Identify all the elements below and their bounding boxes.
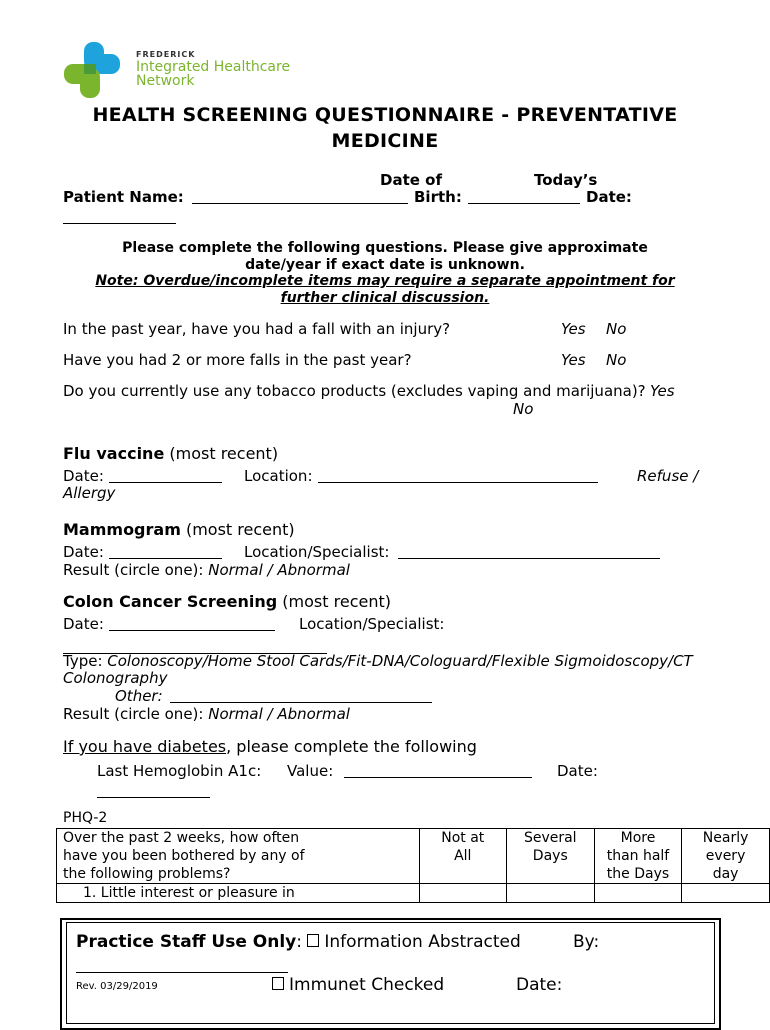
a1c-value-label: Value: bbox=[287, 762, 334, 780]
question-falls-injury: In the past year, have you had a fall with an injury? bbox=[63, 320, 451, 338]
multiple-falls-no[interactable]: No bbox=[606, 351, 627, 369]
mammogram-date-field[interactable] bbox=[109, 546, 222, 559]
phq-col-text: Several bbox=[523, 830, 577, 846]
phq-col-text: every bbox=[705, 848, 746, 864]
phq-col-text: day bbox=[712, 866, 739, 882]
flu-date-field[interactable] bbox=[109, 470, 222, 483]
tobacco-no[interactable]: No bbox=[513, 400, 534, 418]
today-date-label: Date: bbox=[586, 188, 632, 206]
colon-heading-bold: Colon Cancer Screening bbox=[63, 592, 278, 611]
diabetes-heading-suffix: , please complete the following bbox=[226, 737, 477, 756]
phq-item-1 bbox=[57, 884, 420, 903]
flu-location-label: Location: bbox=[244, 467, 313, 485]
mammogram-heading-bold: Mammogram bbox=[63, 520, 181, 539]
staff-by-label: By: bbox=[573, 932, 600, 952]
phq-question-line: have you been bothered by any of bbox=[63, 848, 305, 864]
staff-title-colon: : bbox=[296, 932, 308, 952]
phq-col-text: than half bbox=[606, 848, 670, 864]
flu-date-label: Date: bbox=[63, 467, 104, 485]
diabetes-heading bbox=[63, 737, 477, 756]
a1c-date-label: Date: bbox=[557, 762, 598, 780]
colon-other-field[interactable] bbox=[170, 690, 432, 703]
colon-date-field[interactable] bbox=[109, 618, 275, 631]
dob-label-top: Date of bbox=[380, 171, 442, 189]
phq-col-text: Not at bbox=[441, 830, 485, 846]
immunet-label: Immunet Checked bbox=[289, 975, 445, 995]
phq-col-text: the Days bbox=[606, 866, 670, 882]
dob-field[interactable] bbox=[468, 191, 580, 204]
mammogram-heading bbox=[63, 520, 295, 539]
phq-col-nearly-every-day bbox=[682, 829, 770, 884]
colon-heading bbox=[63, 592, 391, 611]
phq-cell[interactable] bbox=[419, 884, 506, 903]
multiple-falls-yes[interactable]: Yes bbox=[561, 351, 586, 369]
instructions-line2: date/year if exact date is unknown. bbox=[245, 257, 525, 273]
phq-cell[interactable] bbox=[594, 884, 681, 903]
phq-table bbox=[56, 828, 770, 903]
flu-heading bbox=[63, 444, 278, 463]
phq-col-several-days bbox=[506, 829, 594, 884]
phq-question-line: the following problems? bbox=[63, 866, 231, 882]
a1c-value-field[interactable] bbox=[344, 765, 532, 778]
flu-heading-suffix: (most recent) bbox=[164, 444, 279, 463]
phq-cell[interactable] bbox=[506, 884, 594, 903]
falls-injury-yes[interactable]: Yes bbox=[561, 320, 586, 338]
flu-allergy[interactable]: Allergy bbox=[63, 484, 116, 502]
a1c-date-field[interactable] bbox=[97, 785, 210, 798]
mammogram-result-label: Result (circle one): bbox=[63, 561, 209, 579]
mammogram-date-label: Date: bbox=[63, 543, 104, 561]
mammogram-result bbox=[63, 561, 350, 579]
dob-label: Birth: bbox=[414, 188, 462, 206]
colon-result bbox=[63, 705, 350, 723]
today-label-top: Today’s bbox=[534, 171, 598, 189]
phq-question-line: Over the past 2 weeks, how often bbox=[63, 830, 300, 846]
mammogram-result-options[interactable]: Normal / Abnormal bbox=[208, 561, 350, 579]
phq-col-text: Nearly bbox=[702, 830, 749, 846]
question-multiple-falls: Have you had 2 or more falls in the past year? bbox=[63, 351, 412, 369]
phq-col-more-than-half bbox=[594, 829, 681, 884]
mammogram-heading-suffix: (most recent) bbox=[180, 520, 295, 539]
colon-type-options-cont[interactable]: Colonography bbox=[63, 669, 168, 687]
today-date-field[interactable] bbox=[63, 211, 176, 224]
colon-type-options[interactable]: Colonoscopy/Home Stool Cards/Fit-DNA/Cologuard/Flexible Sigmoidoscopy/CT bbox=[107, 652, 693, 670]
staff-date-label: Date: bbox=[516, 975, 563, 995]
page-title-line1: HEALTH SCREENING QUESTIONNAIRE - PREVENTATIVE bbox=[92, 104, 678, 126]
staff-by-field[interactable] bbox=[76, 960, 288, 973]
colon-type-label: Type: bbox=[63, 652, 108, 670]
patient-name-label: Patient Name: bbox=[63, 188, 184, 206]
phq-header-row bbox=[57, 829, 770, 884]
colon-date-label: Date: bbox=[63, 615, 104, 633]
note-line1: Note: Overdue/incomplete items may require a separate appointment for bbox=[95, 273, 675, 289]
logo-line1: Integrated Healthcare bbox=[136, 59, 291, 75]
logo bbox=[62, 40, 302, 102]
phq-item-1-text: 1. Little interest or pleasure in bbox=[83, 885, 295, 901]
immunet-row bbox=[272, 975, 444, 995]
flu-heading-bold: Flu vaccine bbox=[63, 444, 165, 463]
revision-date: Rev. 03/29/2019 bbox=[76, 981, 158, 992]
note-line2: further clinical discussion. bbox=[280, 290, 490, 306]
phq-row-1 bbox=[57, 884, 770, 903]
phq-col-text: All bbox=[454, 848, 472, 864]
question-tobacco: Do you currently use any tobacco products (excludes vaping and marijuana)? bbox=[63, 382, 646, 400]
colon-other-label: Other: bbox=[115, 687, 163, 705]
phq-col-not-at-all bbox=[419, 829, 506, 884]
colon-location-label: Location/Specialist: bbox=[299, 615, 445, 633]
patient-name-field[interactable] bbox=[192, 191, 408, 204]
logo-line2: Network bbox=[136, 73, 195, 89]
staff-title-bold: Practice Staff Use Only bbox=[76, 932, 297, 952]
logo-cross-icon bbox=[62, 40, 124, 102]
falls-injury-no[interactable]: No bbox=[606, 320, 627, 338]
colon-heading-suffix: (most recent) bbox=[277, 592, 391, 611]
tobacco-yes[interactable]: Yes bbox=[650, 382, 675, 400]
info-abstracted-label: Information Abstracted bbox=[324, 932, 521, 952]
checkbox-icon[interactable] bbox=[307, 934, 319, 947]
diabetes-heading-underlined: If you have diabetes bbox=[63, 737, 227, 756]
mammogram-location-field[interactable] bbox=[398, 546, 660, 559]
phq-label: PHQ-2 bbox=[63, 810, 108, 826]
flu-location-field[interactable] bbox=[318, 470, 598, 483]
checkbox-icon[interactable] bbox=[272, 977, 284, 990]
phq-question-header bbox=[57, 829, 420, 884]
page-title-line2: MEDICINE bbox=[331, 130, 439, 152]
colon-result-label: Result (circle one): bbox=[63, 705, 209, 723]
mammogram-location-label: Location/Specialist: bbox=[244, 543, 390, 561]
phq-col-text: More bbox=[620, 830, 656, 846]
a1c-label: Last Hemoglobin A1c: bbox=[97, 762, 262, 780]
phq-col-text: Days bbox=[532, 848, 568, 864]
colon-type bbox=[63, 652, 693, 670]
logo-small-text: FREDERICK bbox=[136, 50, 196, 59]
staff-title bbox=[76, 932, 521, 952]
flu-refuse[interactable]: Refuse / bbox=[637, 467, 699, 485]
instructions-line1: Please complete the following questions. Please give approximate bbox=[122, 240, 648, 256]
phq-cell[interactable] bbox=[682, 884, 770, 903]
colon-result-options[interactable]: Normal / Abnormal bbox=[208, 705, 350, 723]
